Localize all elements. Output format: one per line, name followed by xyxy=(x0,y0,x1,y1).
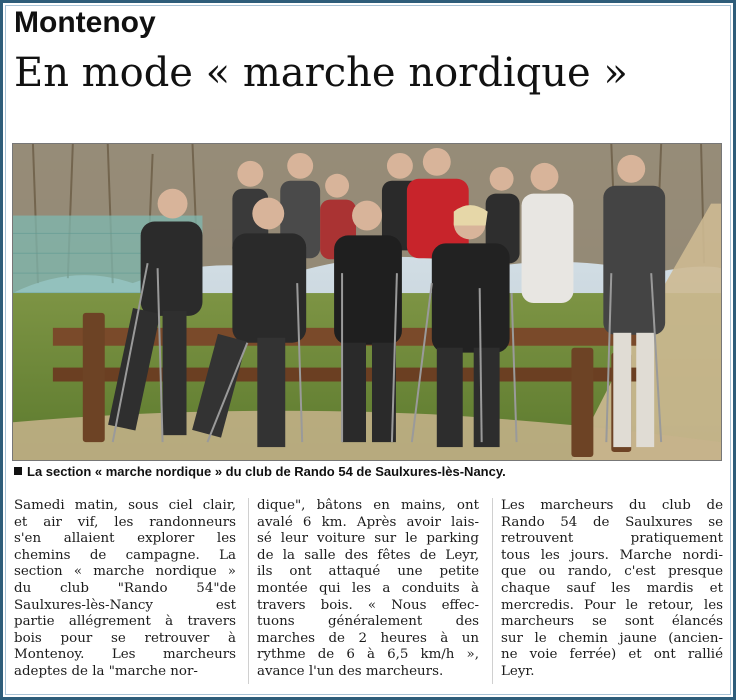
text-line: travers bois. « Nous effec- xyxy=(257,597,479,613)
photo-caption-text: La section « marche nordique » du club de Rando 54 de Saulxures-lès-Nancy. xyxy=(27,464,506,479)
text-line: avalé 6 km. Après avoir lais- xyxy=(257,514,479,530)
text-line: que ou rando, c'est presque xyxy=(501,564,723,580)
text-line: et air vif, les randonneurs xyxy=(14,514,236,530)
text-line: tuons généralement des xyxy=(257,614,479,630)
text-line: retrouvent pratiquement xyxy=(501,531,723,547)
text-line: dique", bâtons en mains, ont xyxy=(257,498,479,513)
text-line: Montenoy. Les marcheurs xyxy=(14,647,236,663)
text-line: Rando 54 de Saulxures se xyxy=(501,514,723,530)
article-photo xyxy=(12,143,722,461)
text-line: avance l'un des marcheurs. xyxy=(257,663,444,679)
text-line: chaque sauf les mardis et xyxy=(501,580,723,596)
text-line: tous les jours. Marche nordi- xyxy=(501,547,723,563)
text-line: Leyr. xyxy=(501,663,535,679)
locality-title: Montenoy xyxy=(14,6,156,39)
text-line: sur le chemin jaune (ancien- xyxy=(501,630,723,646)
text-line: adeptes de la "marche nor- xyxy=(14,663,198,679)
text-line: Saulxures-lès-Nancy est xyxy=(14,597,236,613)
caption-bullet-icon xyxy=(14,467,22,475)
text-line: partie allégrement à travers xyxy=(14,614,236,630)
text-line: Les marcheurs du club de xyxy=(501,498,723,513)
text-line: montée qui les a conduits à xyxy=(257,580,479,596)
text-line: section « marche nordique » xyxy=(14,564,236,580)
article-column-2 xyxy=(257,498,479,681)
text-line: chemins de campagne. La xyxy=(14,547,236,563)
article-column-1 xyxy=(14,498,236,681)
text-line: marcheurs se sont élancés xyxy=(501,614,723,630)
article-column-3 xyxy=(501,498,723,681)
article-body xyxy=(14,498,722,688)
text-line: s'en allaient explorer les xyxy=(14,531,236,547)
article-headline: En mode « marche nordique » xyxy=(14,50,628,96)
text-line: ils ont attaqué une petite xyxy=(257,564,479,580)
text-line: rythme de 6 à 6,5 km/h », xyxy=(257,647,479,663)
photo-caption xyxy=(14,464,506,479)
text-line: sé leur voiture sur le parking xyxy=(257,531,479,547)
text-line: mercredis. Pour le retour, les xyxy=(501,597,723,613)
text-line: de la salle des fêtes de Leyr, xyxy=(257,547,479,563)
text-line: du club "Rando 54"de xyxy=(14,580,236,596)
text-line: marches de 2 heures à un xyxy=(257,630,479,646)
text-line: bois pour se retrouver à xyxy=(14,630,236,646)
text-line: Samedi matin, sous ciel clair, xyxy=(14,498,236,513)
text-line: ne voie ferrée) et ont rallié xyxy=(501,647,723,663)
group-photo-illustration xyxy=(13,144,721,460)
